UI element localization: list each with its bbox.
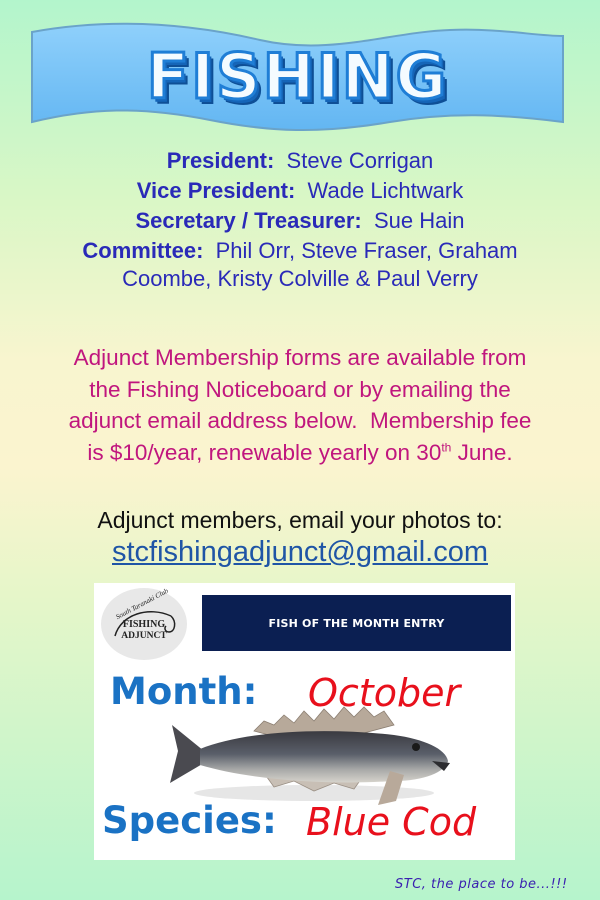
committee-line-1: Committee: Phil Orr, Steve Fraser, Graham xyxy=(82,238,518,263)
fish-of-month-header: FISH OF THE MONTH ENTRY xyxy=(202,595,511,651)
species-label: Species: xyxy=(102,799,277,842)
officer-name: Wade Lichtwark xyxy=(307,178,464,203)
role-label: Secretary / Treasurer xyxy=(135,208,355,233)
officer-secretary-treasurer: Secretary / Treasurer: Sue Hain xyxy=(135,208,465,233)
month-value: October xyxy=(308,671,461,715)
month-label: Month: xyxy=(110,670,258,713)
role-label: Vice President xyxy=(136,178,288,203)
fishing-adjunct-logo: South Taranaki Club FISHING ADJUNCT xyxy=(101,588,187,660)
role-label: Committee xyxy=(82,238,197,263)
species-value: Blue Cod xyxy=(306,800,477,844)
committee-line-2: Coombe, Kristy Colville & Paul Verry xyxy=(122,266,478,291)
officer-president: President: Steve Corrigan xyxy=(166,148,434,173)
role-label: President xyxy=(166,148,267,173)
officer-vice-president: Vice President: Wade Lichtwark xyxy=(136,178,464,203)
info-line: adjunct email address below. Membership fee xyxy=(68,408,532,433)
info-line: is $10/year, renewable yearly on 30th June. xyxy=(87,439,513,465)
committee-names: Phil Orr, Steve Fraser, Graham xyxy=(215,238,518,263)
officer-name: Steve Corrigan xyxy=(286,148,434,173)
officer-name: Sue Hain xyxy=(373,208,465,233)
info-line: the Fishing Noticeboard or by emailing the xyxy=(89,376,511,402)
footer-tagline: STC, the place to be...!!! xyxy=(395,877,568,892)
banner-title: FISHING xyxy=(146,40,449,113)
email-link[interactable]: stcfishingadjunct@gmail.com xyxy=(112,536,488,568)
blue-cod-fish-image xyxy=(164,701,454,811)
fish-of-month-card xyxy=(94,583,515,860)
membership-info xyxy=(0,342,600,468)
fishing-banner xyxy=(30,22,565,134)
info-line: Adjunct Membership forms are available from xyxy=(73,345,527,370)
officers-list xyxy=(0,146,600,292)
photo-cta: Adjunct members, email your photos to: xyxy=(97,507,503,533)
